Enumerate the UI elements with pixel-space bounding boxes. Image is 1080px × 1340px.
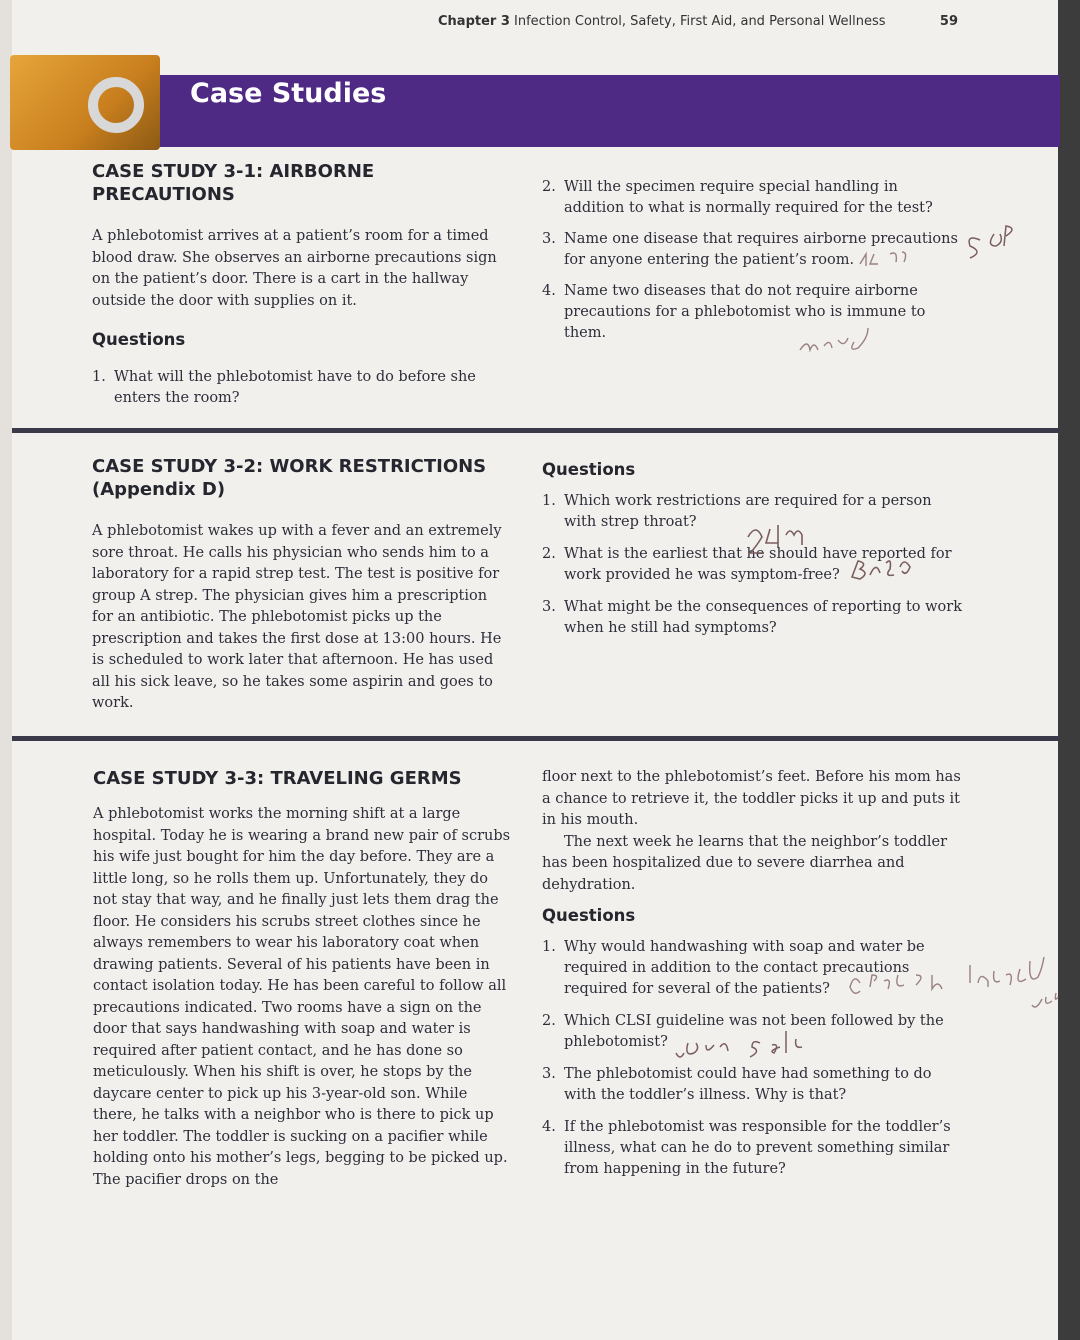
case-study-body: A phlebotomist works the morning shift at a large hospital. Today he is wearing a brand new pair of scrubs his wife just bought for him the day before. They are a little long, so he rolls them up. Unfortunately, they do not stay that way, and he finally just lets them drag the floor. He considers his scrubs street clothes since he always remembers to wear his laboratory coat when drawing patients. Several of his patients have been in contact isolation today. He has been careful to follow all precautions indicated. Two rooms have a sign on the door that says handwashing with soap and water is required after patient contact, and he has done so meticulously. When his shift is over, he stops by the daycare center to pick up his 3-year-old son. While there, he talks with a neighbor who is there to pick up her toddler. The toddler is sucking on a pacifier while holding onto his mother’s legs, begging to be picked up. The pacifier drops on the — [93, 806, 511, 1188]
question-item: 2. Which CLSI guideline was not been followed by the phlebotomist? — [542, 1013, 944, 1050]
question-item: 4. Name two diseases that do not require airborne precautions for a phlebotomist who is immune to them. — [542, 283, 926, 341]
case-study-3-1-left — [92, 160, 512, 409]
questions-heading: Questions — [92, 330, 186, 349]
case-study-body-continued: floor next to the phlebotomist’s feet. Before his mom has a chance to retrieve it, the toddler picks it up and puts it in his mouth. — [542, 769, 961, 828]
running-head — [438, 14, 958, 29]
case-studies-banner — [12, 75, 1060, 147]
chapter-title: Infection Control, Safety, First Aid, and Personal Wellness — [514, 14, 886, 29]
folder-clip-icon — [10, 55, 160, 150]
question-item: 2. What is the earliest that he should have reported for work provided he was symptom-free? — [542, 546, 952, 583]
questions-heading: Questions — [542, 460, 636, 479]
page-edge — [1058, 0, 1080, 1340]
banner-title: Case Studies — [190, 78, 387, 109]
case-study-3-2-left — [92, 455, 512, 715]
question-item: 2. Will the specimen require special handling in addition to what is normally required for the test? — [542, 179, 933, 216]
handwritten-annotations-cs2 — [740, 515, 940, 595]
question-item: 1. Why would handwashing with soap and water be required in addition to the contact precautions required for several of the patients? — [542, 939, 925, 997]
questions-heading: Questions — [542, 906, 636, 925]
case-study-body-continued: The next week he learns that the neighbor’s toddler has been hospitalized due to severe diarrhea and dehydration. — [542, 833, 948, 893]
chapter-label: Chapter 3 — [438, 14, 510, 29]
case-study-title: CASE STUDY 3-2: WORK RESTRICTIONS (Appendix D) — [92, 456, 487, 500]
question-item: 3. The phlebotomist could have had something to do with the toddler’s illness. Why is that? — [542, 1066, 932, 1103]
case-study-body: A phlebotomist wakes up with a fever and an extremely sore throat. He calls his physician who sends him to a laboratory for a rapid strep test. The test is positive for group A strep. The physician gives him a prescription for an antibiotic. The phlebotomist picks up the prescription and takes the first dose at 13:00 hours. He is scheduled to work later that afternoon. He has used all his sick leave, so he takes some aspirin and goes to work. — [92, 523, 502, 711]
question-item: 1. Which work restrictions are required for a person with strep throat? — [542, 493, 932, 530]
case-study-body: A phlebotomist arrives at a patient’s room for a timed blood draw. She observes an airborne precautions sign on the patient’s door. There is a cart in the hallway outside the door with supplies on it. — [92, 228, 497, 309]
question-item: 3. What might be the consequences of reporting to work when he still had symptoms? — [542, 599, 962, 636]
question-item: 1. What will the phlebotomist have to do before she enters the room? — [92, 369, 476, 406]
case-study-title: CASE STUDY 3-3: TRAVELING GERMS — [93, 768, 462, 789]
question-item: 3. Name one disease that requires airborne precautions for anyone entering the patient’s room. — [542, 231, 958, 268]
case-study-3-3-left — [93, 767, 513, 1191]
page-number: 59 — [939, 14, 958, 29]
handwritten-annotations-cs1 — [790, 210, 1030, 360]
case-study-title: CASE STUDY 3-1: AIRBORNE PRECAUTIONS — [92, 161, 375, 205]
question-item: 4. If the phlebotomist was responsible for the toddler’s illness, what can he do to prevent something similar from happening in the future? — [542, 1119, 951, 1177]
section-divider — [12, 428, 1060, 433]
section-divider — [12, 736, 1060, 741]
handwritten-annotations-cs3 — [660, 935, 1060, 1075]
